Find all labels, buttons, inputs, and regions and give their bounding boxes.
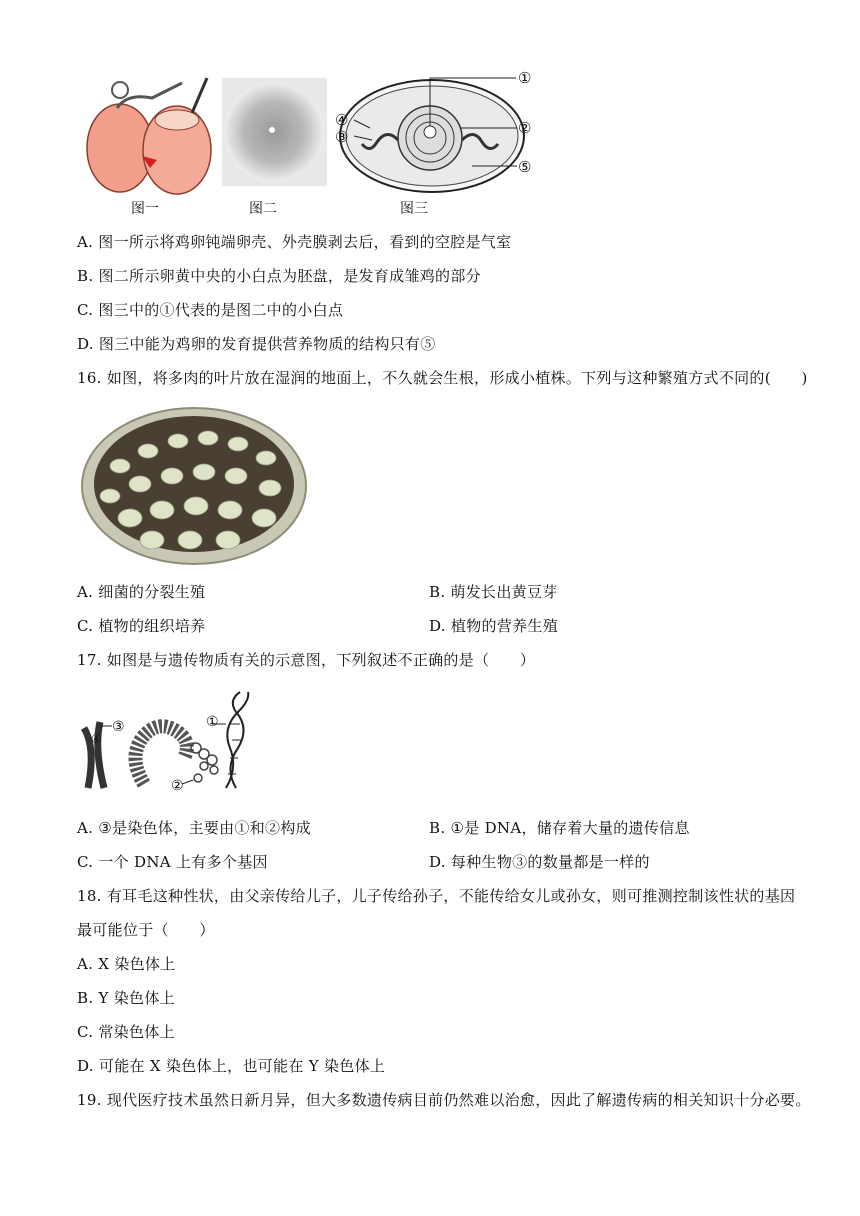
egg-shell-removal-figure — [82, 68, 222, 196]
egg-yolk-figure — [222, 78, 327, 186]
succulent-leaves-photo — [80, 406, 308, 566]
q17-stem: 17. 如图是与遗传物质有关的示意图，下列叙述不正确的是（ ） — [77, 651, 536, 669]
q18-option-a: A. X 染色体上 — [77, 955, 176, 973]
caption-fig3: 图三 — [400, 201, 428, 217]
fig15-label-4: ④ — [335, 111, 349, 129]
q18-option-d: D. 可能在 X 染色体上，也可能在 Y 染色体上 — [77, 1057, 386, 1075]
q18-stem-line1: 18. 有耳毛这种性状，由父亲传给儿子，儿子传给孙子，不能传给女儿或孙女，则可推测控制该性状的基因 — [77, 887, 796, 905]
fig15-label-1: ① — [518, 69, 532, 87]
caption-fig2: 图二 — [249, 201, 277, 217]
fig15-label-3: ③ — [335, 128, 349, 146]
q17-option-b: B. ①是 DNA，储存着大量的遗传信息 — [429, 819, 690, 837]
q17-option-c: C. 一个 DNA 上有多个基因 — [77, 853, 268, 871]
q19-stem: 19. 现代医疗技术虽然日新月异，但大多数遗传病目前仍然难以治愈，因此了解遗传病的相关知识十分必要。 — [77, 1091, 811, 1109]
caption-fig1: 图一 — [131, 201, 159, 217]
q16-option-b: B. 萌发长出黄豆芽 — [429, 583, 558, 601]
fig15-label-5: ⑤ — [518, 158, 532, 176]
q15-option-c: C. 图三中的①代表的是图二中的小白点 — [77, 301, 344, 319]
q17-label-3: ③ — [112, 719, 125, 735]
q18-option-c: C. 常染色体上 — [77, 1023, 175, 1041]
egg-structure-figure — [332, 68, 542, 198]
q16-option-d: D. 植物的营养生殖 — [429, 617, 559, 635]
q17-label-2: ② — [171, 778, 184, 794]
q17-label-1: ① — [206, 714, 219, 730]
q16-option-a: A. 细菌的分裂生殖 — [77, 583, 206, 601]
q15-option-a: A. 图一所示将鸡卵钝端卵壳、外壳膜剥去后，看到的空腔是气室 — [77, 233, 512, 251]
q16-stem: 16. 如图，将多肉的叶片放在湿润的地面上，不久就会生根，形成小植株。下列与这种繁殖方式不同的( ) — [77, 369, 808, 387]
q17-option-d: D. 每种生物③的数量都是一样的 — [429, 853, 650, 871]
fig15-label-2: ② — [518, 119, 532, 137]
q17-label-4: ④ — [91, 732, 103, 746]
q15-option-d: D. 图三中能为鸡卵的发育提供营养物质的结构只有⑤ — [77, 335, 436, 353]
q15-option-b: B. 图二所示卵黄中央的小白点为胚盘，是发育成雏鸡的部分 — [77, 267, 481, 285]
q18-option-b: B. Y 染色体上 — [77, 989, 175, 1007]
q17-option-a: A. ③是染色体，主要由①和②构成 — [77, 819, 311, 837]
q16-option-c: C. 植物的组织培养 — [77, 617, 206, 635]
q18-stem-line2: 最可能位于（ ） — [77, 921, 215, 939]
